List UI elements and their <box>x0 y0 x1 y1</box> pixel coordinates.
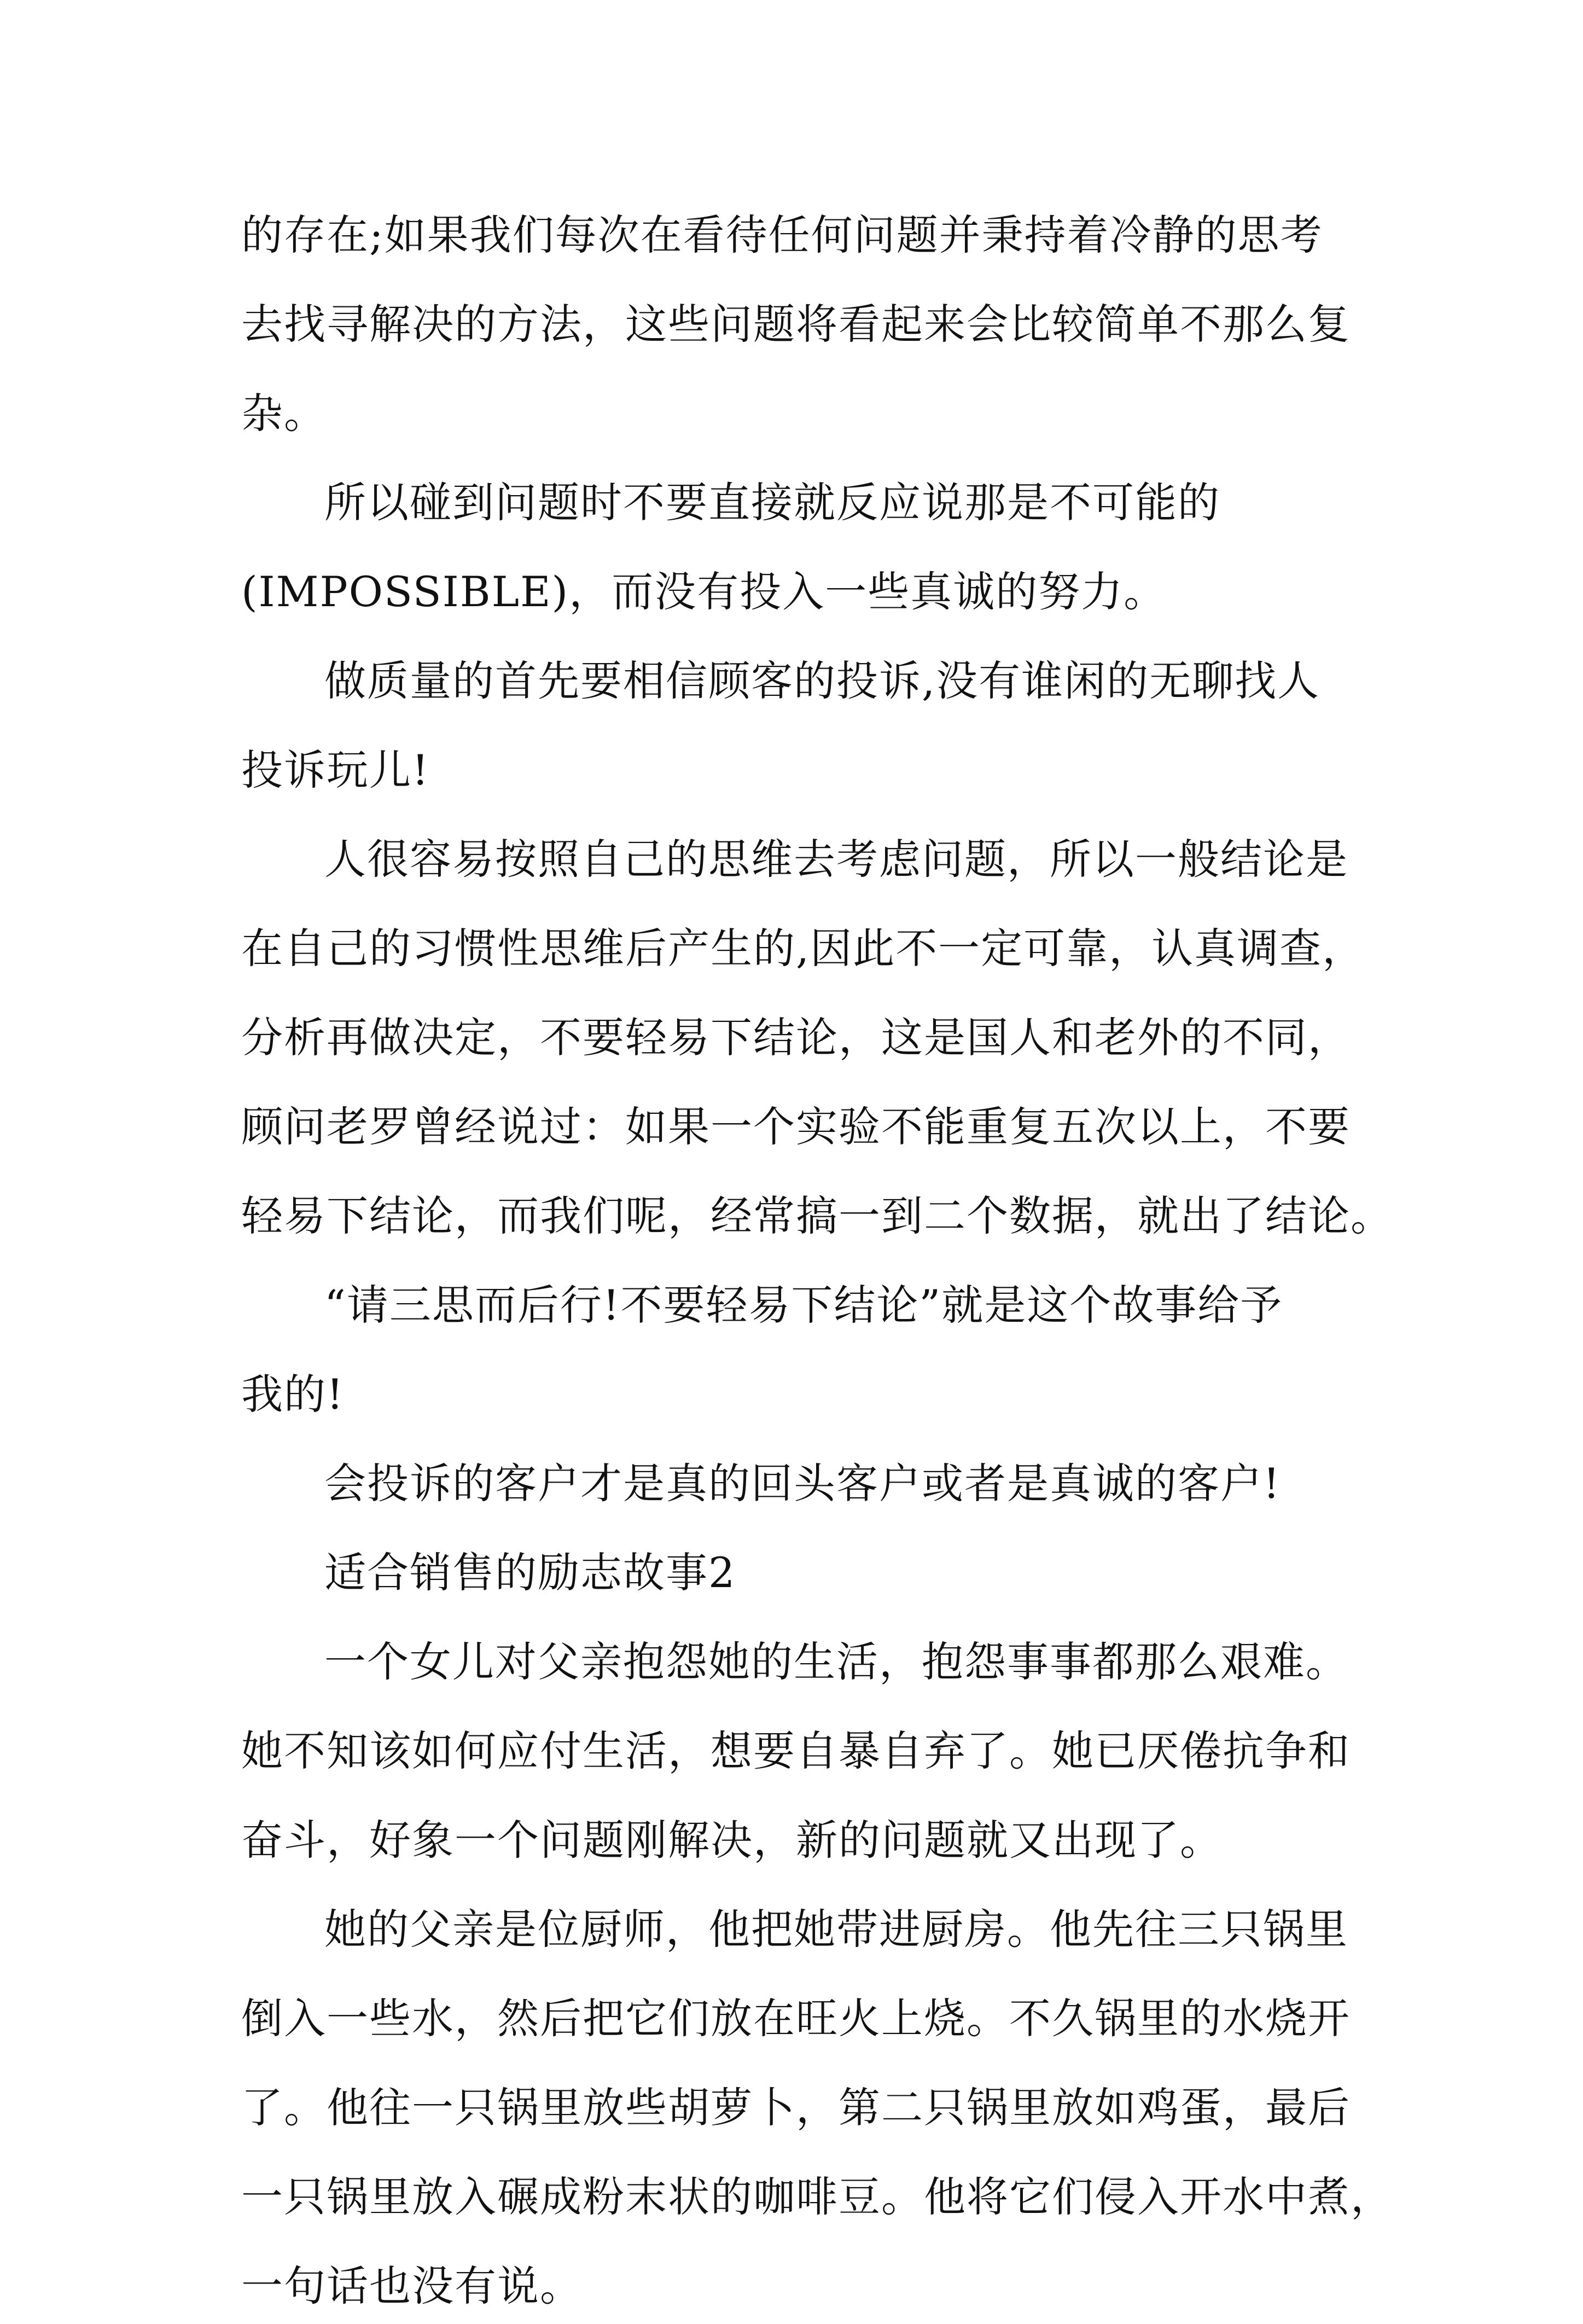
text-line: 去找寻解决的方法，这些问题将看起来会比较简单不那么复 <box>241 300 1351 348</box>
text-line: 她不知该如何应付生活，想要自暴自弃了。她已厌倦抗争和 <box>241 1727 1351 1775</box>
text-line: 她的父亲是位厨师，他把她带进厨房。他先往三只锅里 <box>324 1905 1348 1954</box>
text-line: 在自己的习惯性思维后产生的,因此不一定可靠，认真调查， <box>241 924 1365 973</box>
text-line: 顾问老罗曾经说过：如果一个实验不能重复五次以上，不要 <box>241 1102 1351 1151</box>
text-line: 轻易下结论，而我们呢，经常搞一到二个数据，就出了结论。 <box>241 1192 1393 1240</box>
text-line: 杂。 <box>241 389 327 438</box>
text-line: 一句话也没有说。 <box>241 2262 583 2310</box>
text-line: “请三思而后行!不要轻易下结论”就是这个故事给予 <box>324 1281 1283 1329</box>
body-text <box>241 197 1393 2324</box>
text-line: 人很容易按照自己的思维去考虑问题，所以一般结论是 <box>324 835 1348 884</box>
text-line: 做质量的首先要相信顾客的投诉,没有谁闲的无聊找人 <box>324 656 1320 705</box>
text-line: 所以碰到问题时不要直接就反应说那是不可能的 <box>324 478 1220 527</box>
text-line: 的存在;如果我们每次在看待任何问题并秉持着冷静的思考 <box>241 211 1323 259</box>
text-line: 奋斗，好象一个问题刚解决，新的问题就又出现了。 <box>241 1816 1223 1864</box>
text-line: 我的! <box>241 1370 345 1419</box>
text-line: 倒入一些水，然后把它们放在旺火上烧。不久锅里的水烧开 <box>241 1994 1351 2043</box>
section-heading: 适合销售的励志故事2 <box>324 1548 736 1597</box>
text-line: 会投诉的客户才是真的回头客户或者是真诚的客户! <box>324 1459 1281 1508</box>
text-line: 投诉玩儿! <box>241 746 430 794</box>
text-line: (IMPOSSIBLE)，而没有投入一些真诚的努力。 <box>241 567 1167 616</box>
text-line: 一个女儿对父亲抱怨她的生活，抱怨事事都那么艰难。 <box>324 1637 1348 1686</box>
text-line: 分析再做决定，不要轻易下结论，这是国人和老外的不同， <box>241 1013 1351 1062</box>
text-line: 一只锅里放入碾成粉末状的咖啡豆。他将它们侵入开水中煮， <box>241 2172 1393 2221</box>
text-line: 了。他往一只锅里放些胡萝卜，第二只锅里放如鸡蛋，最后 <box>241 2083 1351 2132</box>
